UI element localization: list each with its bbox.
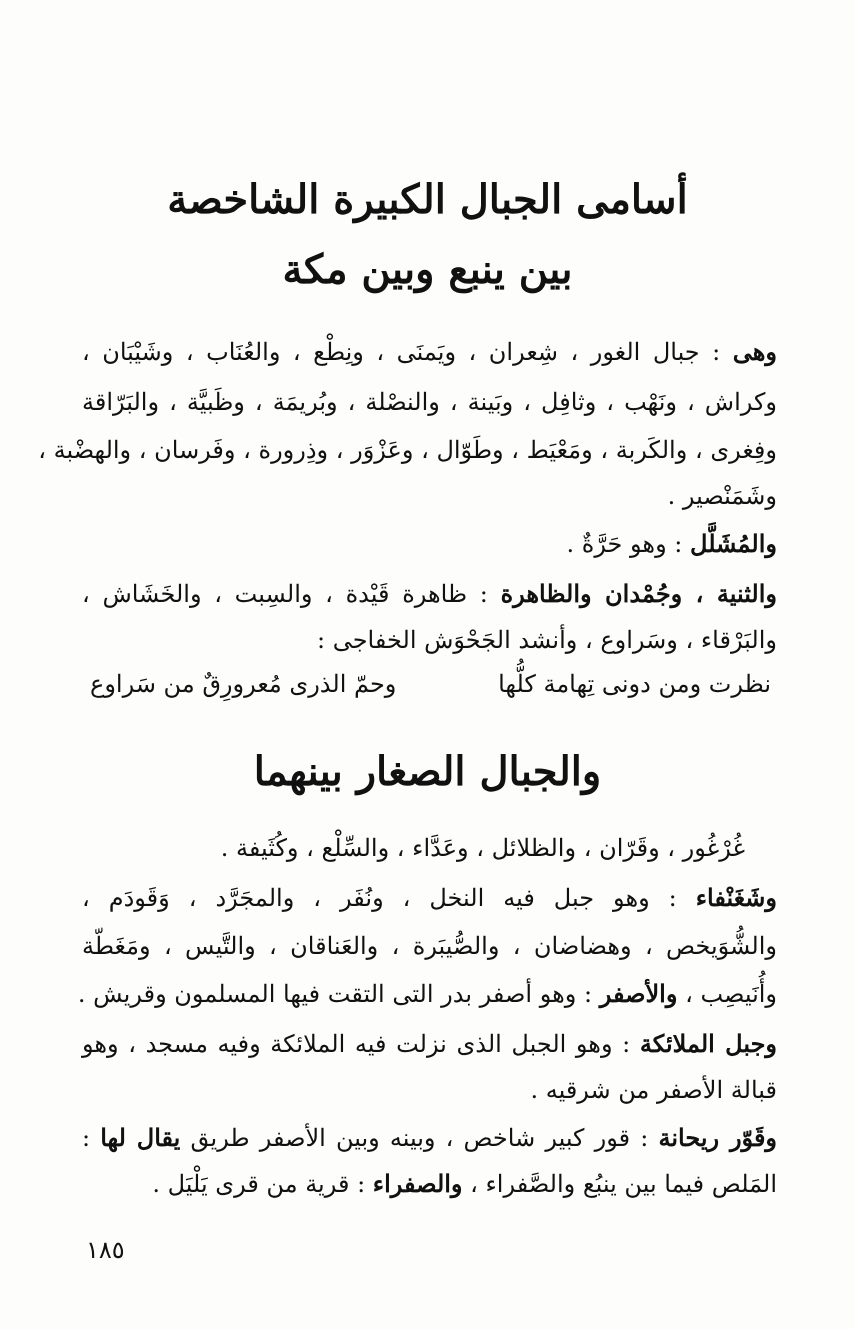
paragraph-line xyxy=(82,529,777,558)
bold-term: وجبل الملائكة xyxy=(639,1029,777,1058)
verse-hemistich-1: نظرت ومن دونى تِهامة كلُّها xyxy=(498,670,771,698)
bold-term: يقال لها xyxy=(100,1123,181,1152)
paragraph-line xyxy=(82,579,778,608)
text-run: : وهو جبل فيه النخل ، ونُفَر ، والمجَرَّد ، وَقَودَم ، xyxy=(82,884,696,912)
text-run: : وهو الجبل الذى نزلت فيه الملائكة وفيه مسجد ، وهو xyxy=(82,1030,640,1058)
paragraph-line: قبالة الأصفر من شرقيه . xyxy=(530,1076,777,1104)
paragraph-line: غُرْغُور ، وقَرّان ، والظلائل ، وعَدَّاء ، والسِّلْع ، وكُثَيفة . xyxy=(220,834,745,862)
paragraph-line: وفِغرى ، والكَربة ، ومَعْيَط ، وطَوّال ، وعَزْوَر ، وذِرورة ، وفَرسان ، والهضْبة ، xyxy=(38,436,777,464)
text-run: : ظاهرة قَيْدة ، والسِبت ، والخَشَاش ، xyxy=(82,580,501,608)
bold-term: وشَغَنْفاء xyxy=(695,883,777,912)
text-run: : قرية من قرى يَلْيَل . xyxy=(152,1170,373,1198)
text-run: : وهو أصفر بدر التى التقت فيها المسلمون وقريش . xyxy=(77,980,600,1008)
paragraph-line: والبَرْقاء ، وسَراوع ، وأنشد الجَحْوَش الخفاجى : xyxy=(317,626,777,654)
bold-term: والمُشَلَّل xyxy=(690,529,777,558)
bold-term: والأصفر xyxy=(599,979,678,1008)
paragraph-line: وكراش ، ونَهْب ، وثافِل ، وبَينة ، والنصْلة ، وبُريمَة ، وظَبيَّة ، والبَرّاقة xyxy=(82,388,777,416)
text-run: : قور كبير شاخص ، وبينه وبين الأصفر طريق xyxy=(180,1124,659,1152)
paragraph-line: وشَمَنْصير . xyxy=(667,482,777,510)
verse-hemistich-2: وحمّ الذرى مُعرورِقٌ من سَراوع xyxy=(90,670,397,698)
paragraph-line xyxy=(82,1029,777,1058)
section-title: والجبال الصغار بينهما xyxy=(253,748,602,795)
bold-term: وقَوّر ريحانة xyxy=(658,1123,778,1152)
text-run: المَلص فيما بين ينبُع والصَّفراء ، xyxy=(462,1170,777,1198)
bold-term: والصفراء xyxy=(372,1169,463,1198)
text-run: : جبال الغور ، شِعران ، ويَمنَى ، ونِطْع ، والعُنَاب ، وشَيْبَان ، xyxy=(82,338,733,366)
bold-term: وهى xyxy=(732,337,777,366)
text-run: : وهو حَرَّةٌ . xyxy=(566,530,691,558)
paragraph-line xyxy=(82,1123,778,1152)
paragraph-line: والشُّوَيخص ، وهضاضان ، والصُّيبَرة ، والعَناقان ، والتَّيس ، ومَغَطّة xyxy=(82,932,778,960)
text-run: : xyxy=(82,1124,101,1152)
text-run: وأُنَيصِب ، xyxy=(677,980,777,1008)
paragraph-line xyxy=(82,337,777,366)
page-number: ١٨٥ xyxy=(86,1236,125,1264)
paragraph-line xyxy=(77,979,777,1008)
page-subtitle: بين ينبع وبين مكة xyxy=(282,246,573,293)
bold-term: والثنية ، وجُمْدان والظاهرة xyxy=(500,579,778,608)
paragraph-line xyxy=(82,883,777,912)
page-title: أسامى الجبال الكبيرة الشاخصة xyxy=(167,176,688,223)
paragraph-line xyxy=(82,1169,777,1198)
